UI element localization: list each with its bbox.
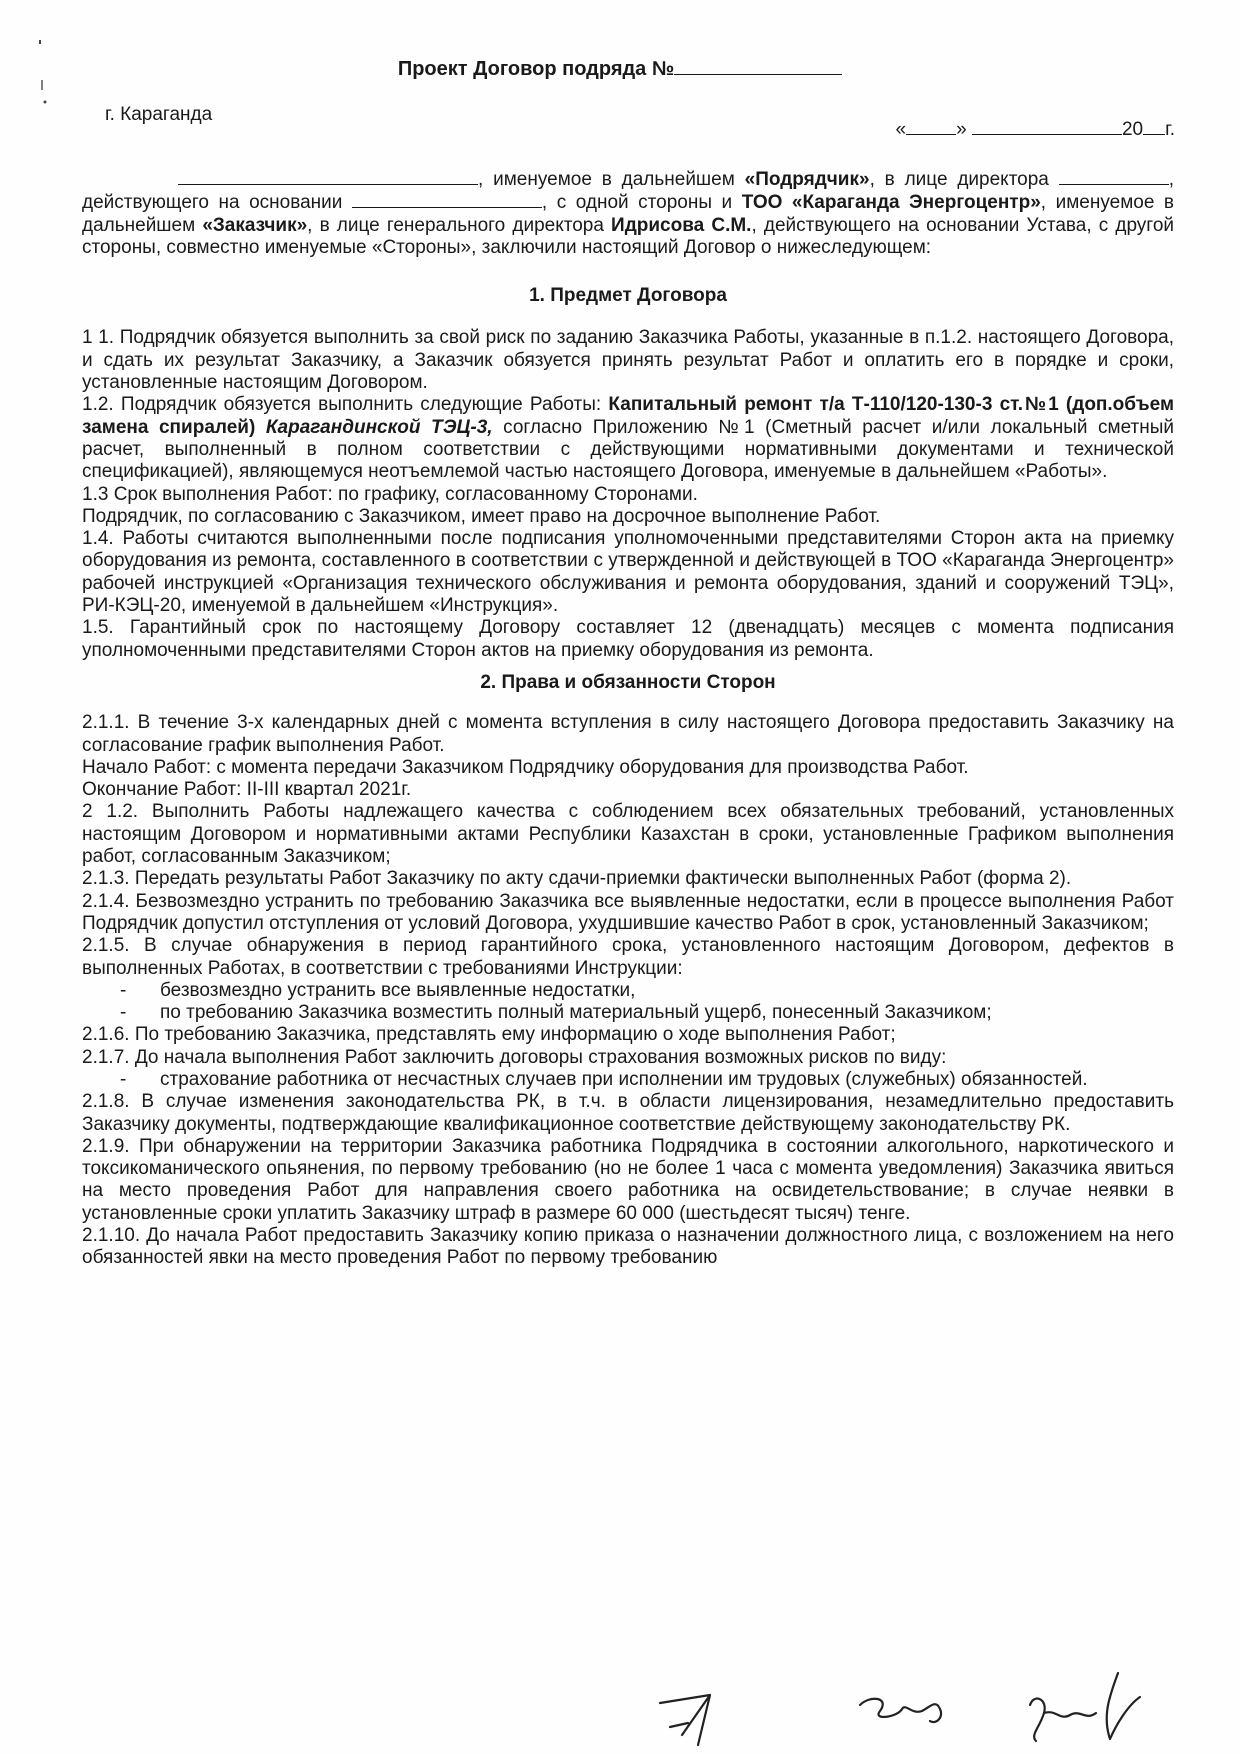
clause-2-1-8: 2.1.8. В случае изменения законодательства РК, в т.ч. в области лицензирования, незамедлительно предоставить Заказчику документы, подтверждающие квалификационное соответствие действующему законодательству РК. — [82, 1091, 1174, 1135]
clause-2-1-5: 2.1.5. В случае обнаружения в период гарантийного срока, установленного настоящим Договором, дефектов в выполненных Работах, в соответствии с требованиями Инструкции: — [82, 935, 1174, 979]
clause-2-1-4: 2.1.4. Безвозмездно устранить по требованию Заказчика все выявленные недостатки, если в процессе выполнения Работ Подрядчик допустил отступления от условий Договора, ухудшившие качество Работ в срок, установленный Заказчиком; — [82, 890, 1174, 934]
preamble-text-3: , действующего на основании — [82, 169, 1174, 214]
date-open-quote: « — [895, 119, 907, 140]
section-2-title: 2. Права и обязанности Сторон — [480, 671, 776, 693]
contractor-name-blank — [178, 168, 478, 185]
handwritten-signatures — [640, 1665, 1180, 1750]
contractor-term: «Подрядчик» — [744, 169, 870, 190]
clause-2-1-5-item-2-text: по требованию Заказчика возместить полный материальный ущерб, понесенный Заказчиком; — [160, 1002, 992, 1024]
clause-2-1-5-item-1-text: безвозмездно устранить все выявленные недостатки, — [160, 979, 636, 1001]
clause-2-1-6: 2.1.6. По требованию Заказчика, представлять ему информацию о ходе выполнения Работ; — [82, 1024, 896, 1046]
signature-mark-3 — [1030, 1673, 1140, 1741]
director-name: Идрисова С.М. — [611, 214, 752, 236]
clause-2-1-7-item-1 — [82, 1069, 1174, 1091]
month-blank — [972, 118, 1122, 135]
document-title-text: Проект Договор подряда № — [397, 58, 675, 80]
preamble-text-2: , в лице директора — [869, 169, 1049, 190]
basis-blank — [352, 191, 542, 208]
work-end: Окончание Работ: II-III квартал 2021г. — [82, 779, 412, 801]
clause-2-1-2: 2 1.2. Выполнить Работы надлежащего качества с соблюдением всех обязательных требований, установленных настоящим Договором и нормативными актами Республики Казахстан в сроки, установленные Графиком выполнения работ, согласованным Заказчиком; — [82, 801, 1174, 868]
customer-term: «Заказчик» — [202, 214, 308, 236]
clause-1-3: 1.3 Срок выполнения Работ: по графику, согласованному Сторонами. — [82, 483, 698, 505]
clause-2-1-9: 2.1.9. При обнаружении на территории Заказчика работника Подрядчика в состоянии алкогольного, наркотического и токсикоманического опьянения, по первому требованию (но не более 1 часа с момента уведомления) Заказчика явиться на место проведения Работ для направления своего работника на освидетельствование; в случае неявки в установленные сроки уплатить Заказчику штраф в размере 60 000 (шестьдесят тысяч) тенге. — [82, 1135, 1174, 1224]
work-description: Капитальный ремонт т/а Т-110/120-130-3 ст.№1 (доп.объем замена спиралей) — [82, 394, 1174, 438]
year-suffix: г. — [1165, 119, 1175, 140]
dash-marker: - — [120, 1002, 127, 1024]
dash-marker: - — [120, 979, 127, 1001]
director-name-blank — [1059, 168, 1169, 185]
year-prefix: 20 — [1121, 119, 1144, 140]
city: г. Караганда — [105, 104, 213, 125]
clause-1-3-early-completion: Подрядчик, по согласованию с Заказчиком, имеет право на досрочное выполнение Работ. — [82, 505, 881, 527]
preamble-text-1: , именуемое в дальнейшем — [478, 169, 745, 190]
clause-2-1-5-item-1 — [82, 980, 1174, 1002]
work-location: Карагандинской ТЭЦ-3, — [265, 416, 493, 438]
preamble-text-6: , в лице генерального директора — [307, 214, 612, 236]
clause-2-1-10: 2.1.10. До начала Работ предоставить Заказчику копию приказа о назначении должностного лица, с возложением на него обязанностей явки на место проведения Работ по первому требованию — [82, 1225, 1174, 1269]
clause-2-1-5-item-2 — [82, 1002, 1174, 1024]
date-close-quote: » — [956, 119, 967, 140]
clause-2-1-3: 2.1.3. Передать результаты Работ Заказчику по акту сдачи-приемки фактически выполненных Работ (форма 2). — [82, 868, 1072, 890]
year-blank — [1143, 118, 1165, 135]
signature-mark-2 — [860, 1699, 941, 1722]
clause-1-5: 1.5. Гарантийный срок по настоящему Договору составляет 12 (двенадцать) месяцев с момента подписания уполномоченными представителями Сторон актов на приемку оборудования из ремонта. — [82, 617, 1174, 661]
clause-2-1-1: 2.1.1. В течение 3-х календарных дней с момента вступления в силу настоящего Договора предоставить Заказчику на согласование график выполнения Работ. — [82, 712, 1174, 756]
clause-1-2 — [82, 394, 1174, 483]
section-1-title: 1. Предмет Договора — [529, 285, 727, 307]
preamble-text-7: , действующего на основании Устава, с другой стороны, совместно именуемые «Стороны», заключили настоящий Договор о нижеследующем: — [82, 214, 1174, 258]
day-blank — [906, 118, 956, 135]
clause-1-1: 1 1. Подрядчик обязуется выполнить за свой риск по заданию Заказчика Работы, указанные в п.1.2. настоящего Договора, и сдать их результат Заказчику, а Заказчик обязуется принять результат Работ и оплатить его в порядке и сроки, установленные настоящим Договором. — [82, 327, 1174, 394]
document-title — [0, 56, 1240, 81]
clause-1-2-text-a: 1.2. Подрядчик обязуется выполнить следующие Работы: — [82, 394, 609, 416]
work-start: Начало Работ: с момента передачи Заказчиком Подрядчику оборудования для производства Работ. — [82, 756, 969, 778]
document-body — [82, 168, 1174, 1270]
preamble-text-4: , с одной стороны и — [541, 192, 742, 214]
company-name: ТОО «Караганда Энергоцентр» — [741, 192, 1041, 214]
clause-2-1-7: 2.1.7. До начала выполнения Работ заключить договоры страхования возможных рисков по виду: — [82, 1046, 947, 1068]
contract-number-blank — [674, 56, 842, 75]
preamble — [82, 168, 1174, 259]
contract-date — [896, 118, 1175, 141]
signature-mark-1 — [660, 1695, 710, 1745]
clause-1-4: 1.4. Работы считаются выполненными после подписания уполномоченными представителями Сторон акта на приемку оборудования из ремонта, составленного в соответствии с утвержденной и действующей в ТОО «Караганда Энергоцентр» рабочей инструкцией «Организация технического обслуживания и ремонта оборудования, зданий и сооружений ТЭЦ», РИ-КЭЦ-20, именуемой в дальнейшем «Инструкция». — [82, 528, 1174, 617]
dash-marker: - — [120, 1068, 127, 1090]
preamble-text-5: , именуемое в дальнейшем — [82, 192, 1175, 236]
clause-2-1-7-item-1-text: страхование работника от несчастных случаев при исполнении им трудовых (служебных) обязанностей. — [160, 1068, 1088, 1090]
clause-1-2-text-b: согласно Приложению №1 (Сметный расчет и/или локальный сметный расчет, выполненный в полном соответствии с действующими нормативными документами и технической спецификацией), являющемуся неотъемлемой частью настоящего Договора, именуемые в дальнейшем «Работы». — [82, 416, 1175, 483]
